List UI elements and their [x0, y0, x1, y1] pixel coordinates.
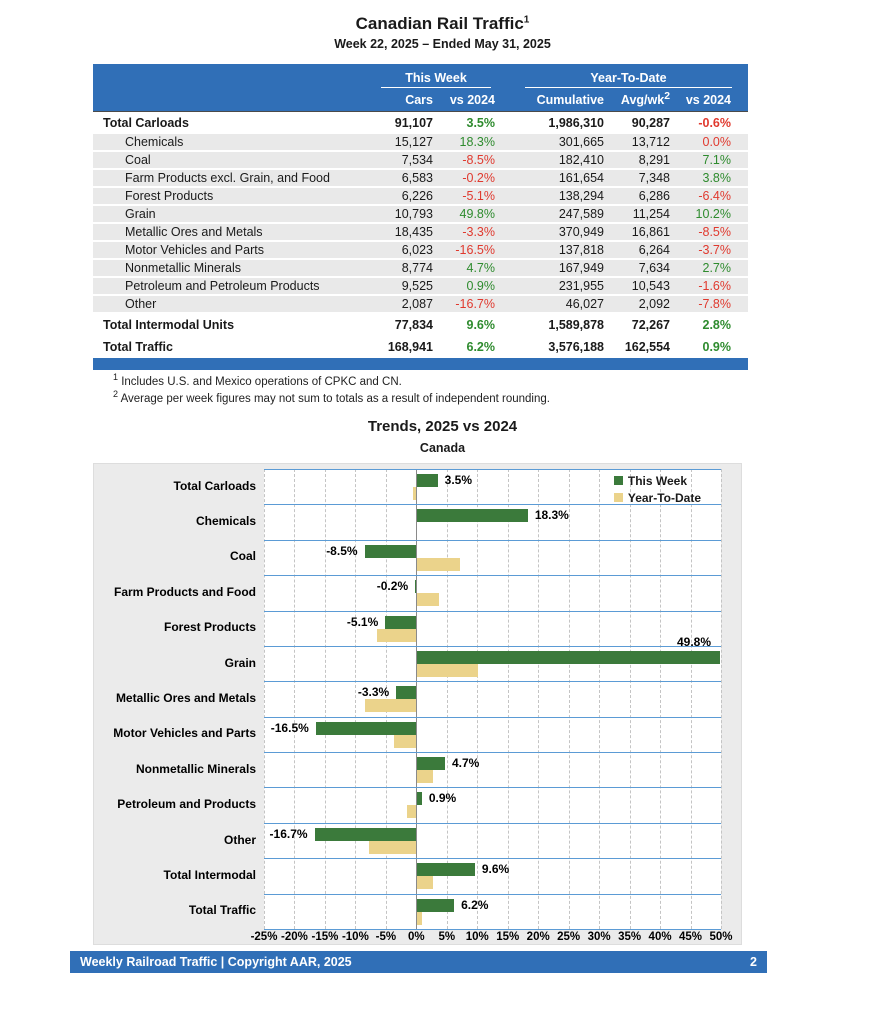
bar-year-to-date	[416, 558, 459, 571]
bar-this-week	[365, 545, 417, 558]
page-title-footnote-marker: 1	[523, 14, 530, 26]
band-separator	[264, 894, 721, 895]
table-row	[93, 242, 748, 260]
zero-line	[416, 469, 417, 929]
x-tick-label: -10%	[341, 931, 369, 943]
table-row	[93, 152, 748, 170]
cell-vs2024-week: -16.7%	[455, 297, 495, 311]
band-separator	[264, 611, 721, 612]
cell-avgwk: 6,264	[638, 243, 670, 257]
cell-vs2024-ytd: 2.7%	[702, 261, 731, 275]
gridline	[477, 469, 478, 929]
page-subtitle: Week 22, 2025 – Ended May 31, 2025	[334, 37, 551, 51]
bar-year-to-date	[365, 699, 417, 712]
chart-category-label: Farm Products and Food	[113, 584, 256, 599]
bar-this-week	[316, 722, 417, 735]
bar-value-label: 4.7%	[451, 756, 480, 771]
x-tick-label: -20%	[281, 931, 308, 943]
bar-year-to-date	[416, 876, 433, 889]
footnotes	[113, 372, 550, 410]
table-row	[93, 278, 748, 296]
x-tick-label: 0%	[408, 931, 425, 943]
bar-value-label: 9.6%	[481, 862, 510, 877]
col-header-avgwk	[614, 90, 674, 107]
page-title	[0, 14, 885, 34]
cell-cumulative: 167,949	[558, 261, 604, 275]
bar-year-to-date	[394, 735, 417, 748]
cell-vs2024-ytd: -3.7%	[698, 243, 731, 257]
bar-value-label: 0.9%	[428, 791, 457, 806]
x-tick-label: -25%	[250, 931, 278, 943]
gridline	[691, 469, 692, 929]
cell-vs2024-week: 3.5%	[466, 116, 495, 130]
cell-cumulative: 231,955	[558, 279, 604, 293]
cell-cumulative: 137,818	[558, 243, 604, 257]
footer-text: Weekly Railroad Traffic | Copyright AAR, 2025	[80, 955, 352, 969]
cell-cumulative: 370,949	[558, 225, 604, 239]
trend-chart-subtitle: Canada	[419, 441, 466, 455]
cell-cumulative: 138,294	[558, 189, 604, 203]
bar-this-week	[396, 686, 416, 699]
table-header-groups	[93, 64, 748, 88]
cell-cars: 6,583	[401, 171, 433, 185]
gridline	[599, 469, 600, 929]
x-tick-label: 30%	[587, 931, 611, 943]
cell-vs2024-week: -0.2%	[462, 171, 495, 185]
cell-vs2024-week: -16.5%	[455, 243, 495, 257]
cell-avgwk: 10,543	[631, 279, 670, 293]
table-header-columns	[93, 88, 748, 111]
footnote	[113, 372, 550, 388]
cell-cars: 8,774	[401, 261, 433, 275]
gridline	[294, 469, 295, 929]
cell-cumulative: 182,410	[558, 153, 604, 167]
table-header	[93, 64, 748, 112]
x-tick-label: -5%	[375, 931, 397, 943]
row-label: Motor Vehicles and Parts	[125, 243, 264, 257]
cell-cars: 7,534	[401, 153, 433, 167]
bar-year-to-date	[377, 629, 416, 642]
gridline	[538, 469, 539, 929]
cell-vs2024-ytd: 7.1%	[702, 153, 731, 167]
band-separator	[264, 823, 721, 824]
chart-legend	[614, 472, 701, 506]
chart-category-label: Total Intermodal	[163, 867, 256, 882]
x-tick-label: 15%	[496, 931, 520, 943]
chart-category-label: Chemicals	[195, 514, 256, 529]
table-row	[93, 206, 748, 224]
gridline	[660, 469, 661, 929]
bar-value-label: 18.3%	[534, 508, 569, 523]
bar-value-label: -0.2%	[376, 579, 409, 594]
bar-value-label: -16.7%	[269, 826, 308, 841]
x-tick-label: 40%	[648, 931, 672, 943]
table-row	[93, 224, 748, 242]
cell-cars: 91,107	[394, 116, 433, 130]
legend-label-this-week: This Week	[627, 473, 687, 488]
chart-category-label: Coal	[229, 549, 256, 564]
footnote-text: Average per week figures may not sum to totals as a result of independent rounding.	[118, 393, 550, 405]
bar-value-label: -5.1%	[346, 614, 379, 629]
row-label: Chemicals	[125, 135, 184, 149]
cell-cars: 168,941	[387, 340, 433, 354]
bar-value-label: 49.8%	[676, 634, 711, 649]
legend-item-this-week	[614, 472, 701, 489]
col-header-avgwk-text: Avg/wk	[620, 92, 665, 107]
cell-cars: 15,127	[394, 135, 433, 149]
cell-cumulative: 1,986,310	[548, 116, 604, 130]
band-separator	[264, 717, 721, 718]
cell-avgwk: 7,634	[638, 261, 670, 275]
cell-vs2024-ytd: -0.6%	[698, 116, 731, 130]
table-row	[93, 260, 748, 278]
col-header-vs2024-week: vs 2024	[449, 92, 495, 107]
table-row	[93, 336, 748, 358]
band-separator	[264, 787, 721, 788]
table-body	[93, 112, 748, 358]
gridline	[569, 469, 570, 929]
bar-this-week	[416, 474, 437, 487]
row-label: Metallic Ores and Metals	[125, 225, 263, 239]
footnote	[113, 389, 550, 405]
col-header-cumulative: Cumulative	[536, 92, 604, 107]
band-separator	[264, 858, 721, 859]
bar-year-to-date	[407, 805, 417, 818]
cell-cars: 2,087	[401, 297, 433, 311]
chart-category-label: Total Carloads	[173, 478, 256, 493]
chart-category-label: Forest Products	[163, 620, 256, 635]
bar-this-week	[416, 863, 474, 876]
cell-vs2024-ytd: 10.2%	[695, 207, 731, 221]
col-header-cars: Cars	[405, 92, 433, 107]
chart-category-label: Metallic Ores and Metals	[115, 691, 256, 705]
bar-this-week	[416, 651, 719, 664]
bar-year-to-date	[369, 841, 417, 854]
cell-cars: 6,023	[401, 243, 433, 257]
bar-value-label: 6.2%	[461, 897, 489, 912]
cell-cumulative: 46,027	[565, 297, 604, 311]
legend-swatch-this-week	[614, 476, 623, 485]
chart-category-label: Other	[223, 832, 256, 847]
row-label: Forest Products	[125, 189, 214, 203]
x-tick-label: 45%	[679, 931, 703, 943]
table-row	[93, 112, 748, 134]
cell-vs2024-week: -8.5%	[462, 153, 495, 167]
footnote-marker: 1	[113, 372, 119, 383]
cell-vs2024-ytd: -1.6%	[698, 279, 731, 293]
bar-year-to-date	[416, 770, 432, 783]
row-label: Total Carloads	[103, 116, 189, 130]
chart-category-label: Nonmetallic Minerals	[135, 761, 256, 776]
cell-cumulative: 3,576,188	[548, 340, 604, 354]
legend-label-year-to-date: Year-To-Date	[627, 490, 701, 505]
row-label: Farm Products excl. Grain, and Food	[125, 171, 330, 185]
cell-avgwk: 8,291	[638, 153, 670, 167]
x-tick-label: 25%	[557, 931, 581, 943]
page-title-text: Canadian Rail Traffic	[355, 14, 524, 33]
gridline	[447, 469, 448, 929]
band-separator	[264, 469, 721, 470]
band-separator	[264, 929, 721, 930]
trend-chart	[93, 463, 742, 945]
cell-cars: 77,834	[394, 318, 433, 332]
row-label: Total Traffic	[103, 340, 173, 354]
x-tick-label: 10%	[465, 931, 489, 943]
table-row	[93, 188, 748, 206]
cell-cumulative: 1,589,878	[548, 318, 604, 332]
gridline	[508, 469, 509, 929]
col-header-avgwk-footnote-marker: 2	[664, 90, 670, 102]
cell-avgwk: 13,712	[631, 135, 670, 149]
table-row	[93, 314, 748, 336]
cell-avgwk: 2,092	[638, 297, 670, 311]
col-group-this-week: This Week	[381, 71, 491, 88]
cell-vs2024-week: 9.6%	[466, 318, 495, 332]
cell-cars: 18,435	[394, 225, 433, 239]
legend-swatch-year-to-date	[614, 493, 623, 502]
traffic-table	[93, 64, 748, 370]
cell-vs2024-week: -3.3%	[462, 225, 495, 239]
bar-value-label: -16.5%	[270, 720, 309, 735]
band-separator	[264, 681, 721, 682]
x-tick-label: 20%	[526, 931, 550, 943]
trend-chart-title: Trends, 2025 vs 2024	[367, 418, 518, 435]
cell-vs2024-ytd: -8.5%	[698, 225, 731, 239]
cell-avgwk: 11,254	[632, 207, 670, 221]
table-row	[93, 296, 748, 314]
band-separator	[264, 752, 721, 753]
table-row	[93, 170, 748, 188]
page-footer	[70, 951, 767, 973]
legend-item-year-to-date	[614, 489, 701, 506]
table-row	[93, 134, 748, 152]
bar-year-to-date	[416, 593, 439, 606]
col-group-year-to-date: Year-To-Date	[525, 71, 732, 88]
cell-vs2024-ytd: 0.9%	[702, 340, 731, 354]
gridline	[721, 469, 722, 929]
bar-value-label: 3.5%	[444, 473, 473, 487]
page-number: 2	[750, 955, 757, 969]
cell-vs2024-week: -5.1%	[462, 189, 495, 203]
x-tick-label: 35%	[618, 931, 642, 943]
bar-this-week	[385, 616, 416, 629]
gridline	[630, 469, 631, 929]
x-tick-label: -15%	[311, 931, 339, 943]
cell-avgwk: 6,286	[638, 189, 670, 203]
band-separator	[264, 575, 721, 576]
row-label: Grain	[125, 207, 156, 221]
table-footer-bar	[93, 358, 748, 370]
cell-avgwk: 72,267	[631, 318, 670, 332]
row-label: Other	[125, 297, 157, 311]
cell-avgwk: 162,554	[624, 340, 670, 354]
cell-vs2024-ytd: -7.8%	[698, 297, 731, 311]
cell-cumulative: 247,589	[558, 207, 604, 221]
chart-plot	[264, 469, 721, 929]
gridline	[355, 469, 356, 929]
cell-cars: 9,525	[401, 279, 433, 293]
cell-vs2024-week: 4.7%	[466, 261, 495, 275]
gridline	[325, 469, 326, 929]
cell-cars: 10,793	[394, 207, 433, 221]
bar-this-week	[416, 509, 528, 522]
bar-value-label: -3.3%	[357, 685, 390, 700]
chart-category-label: Petroleum and Products	[117, 797, 256, 812]
x-tick-label: 5%	[438, 931, 456, 943]
cell-avgwk: 7,348	[638, 171, 670, 185]
cell-avgwk: 90,287	[631, 116, 670, 130]
cell-avgwk: 16,861	[631, 225, 670, 239]
footnote-text: Includes U.S. and Mexico operations of CPKC and CN.	[118, 376, 402, 388]
cell-vs2024-week: 49.8%	[459, 207, 495, 221]
bar-year-to-date	[416, 664, 478, 677]
row-label: Total Intermodal Units	[103, 318, 235, 332]
chart-category-label: Grain	[224, 655, 256, 670]
bar-this-week	[416, 899, 454, 912]
chart-category-label: Motor Vehicles and Parts	[113, 726, 256, 741]
bar-this-week	[416, 757, 445, 770]
cell-vs2024-ytd: 3.8%	[702, 171, 731, 185]
band-separator	[264, 540, 721, 541]
row-label: Coal	[125, 153, 151, 167]
x-tick-label: 50%	[709, 931, 733, 943]
col-header-vs2024-ytd: vs 2024	[685, 92, 731, 107]
cell-vs2024-week: 18.3%	[459, 135, 495, 149]
gridline	[264, 469, 265, 929]
cell-vs2024-ytd: -6.4%	[698, 189, 731, 203]
bar-value-label: -8.5%	[326, 543, 358, 558]
cell-cumulative: 161,654	[558, 171, 604, 185]
row-label: Petroleum and Petroleum Products	[125, 279, 320, 293]
cell-cumulative: 301,665	[558, 135, 604, 149]
cell-vs2024-ytd: 2.8%	[702, 318, 731, 332]
cell-vs2024-week: 6.2%	[466, 340, 495, 354]
chart-category-label: Total Traffic	[188, 903, 256, 918]
bar-this-week	[315, 828, 417, 841]
row-label: Nonmetallic Minerals	[125, 261, 242, 275]
cell-vs2024-week: 0.9%	[466, 279, 495, 293]
band-separator	[264, 646, 721, 647]
cell-vs2024-ytd: 0.0%	[702, 135, 731, 149]
footnote-marker: 2	[113, 389, 119, 400]
cell-cars: 6,226	[401, 189, 433, 203]
